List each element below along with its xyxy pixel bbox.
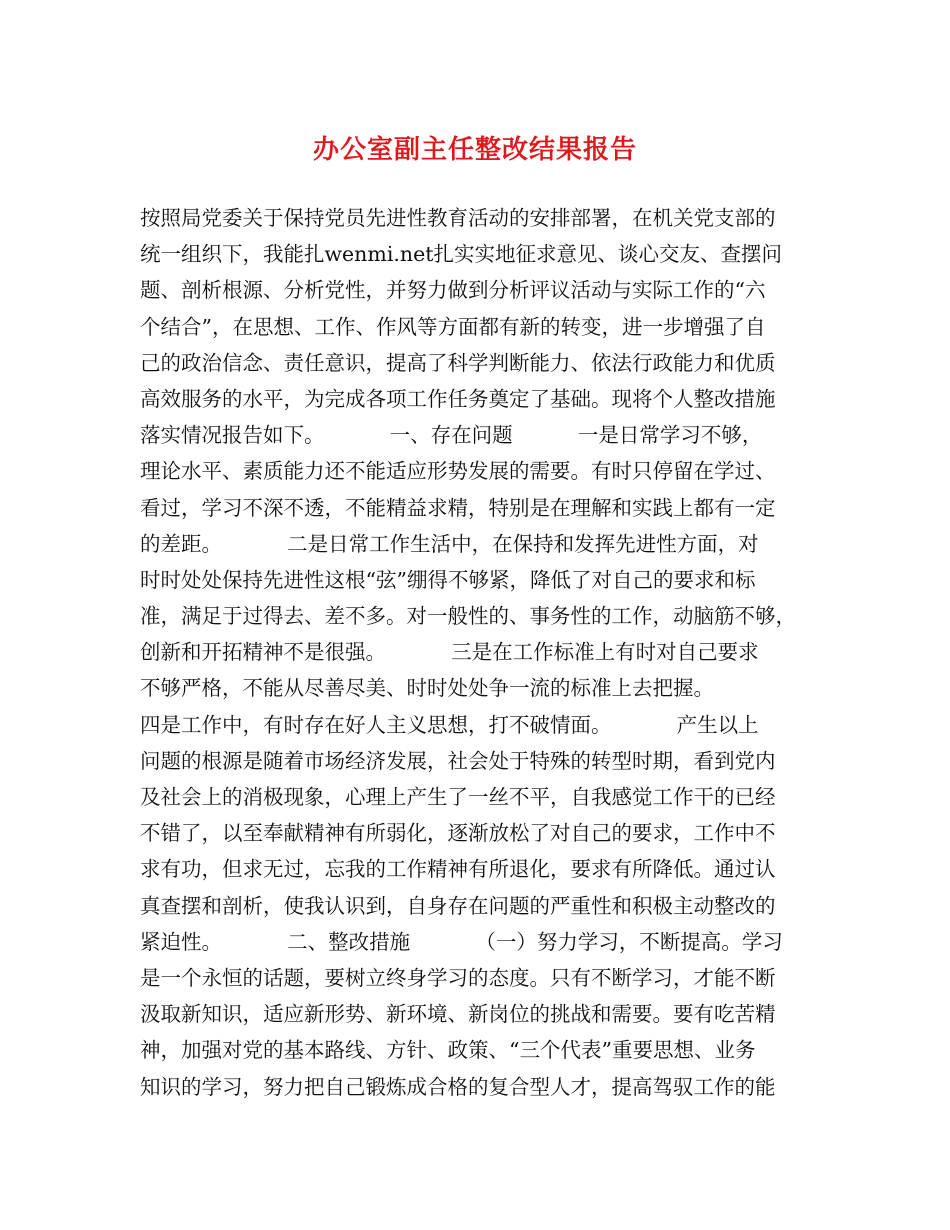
body-line: 求有功，但求无过，忘我的工作精神有所退化，要求有所降低。通过认 bbox=[140, 857, 776, 882]
body-line: 理论水平、素质能力还不能适应形势发展的需要。有时只停留在学过、 bbox=[140, 459, 776, 484]
body-line: 按照局党委关于保持党员先进性教育活动的安排部署，在机关党支部的 bbox=[140, 206, 776, 230]
body-line: 落实情况报告如下。 一、存在问题 一是日常学习不够， bbox=[140, 423, 763, 448]
body-line: 知识的学习，努力把自己锻炼成合格的复合型人才，提高驾驭工作的能 bbox=[140, 1074, 776, 1099]
body-line: 不错了，以至奉献精神有所弱化，逐渐放松了对自己的要求，工作中不 bbox=[140, 821, 776, 846]
body-line: 紧迫性。 二、整改措施 （一）努力学习，不断提高。学习 bbox=[140, 929, 783, 954]
body-line: 创新和开拓精神不是很强。 三是在工作标准上有时对自己要求 bbox=[140, 640, 759, 665]
body-line: 问题的根源是随着市场经济发展，社会处于特殊的转型时期，看到党内 bbox=[140, 748, 776, 773]
document-title: 办公室副主任整改结果报告 bbox=[312, 135, 637, 165]
body-line: 是一个永恒的话题，要树立终身学习的态度。只有不断学习，才能不断 bbox=[140, 965, 776, 990]
body-line: 题、剖析根源、分析党性，并努力做到分析评议活动与实际工作的“六 bbox=[140, 278, 766, 303]
body-line: 己的政治信念、责任意识，提高了科学判断能力、依法行政能力和优质 bbox=[140, 350, 776, 375]
body-line: 高效服务的水平，为完成各项工作任务奠定了基础。现将个人整改措施 bbox=[140, 386, 776, 411]
document-body bbox=[140, 200, 830, 1105]
body-line: 统一组织下，我能扎wenmi.net扎实实地征求意见、谈心交友、查摆问 bbox=[140, 242, 782, 267]
body-line: 不够严格，不能从尽善尽美、时时处处争一流的标准上去把握。 bbox=[140, 676, 714, 701]
body-line: 真查摆和剖析，使我认识到，自身存在问题的严重性和积极主动整改的 bbox=[140, 893, 776, 918]
body-line: 个结合”，在思想、工作、作风等方面都有新的转变，进一步增强了自 bbox=[140, 314, 766, 339]
body-line: 看过，学习不深不透，不能精益求精，特别是在理解和实践上都有一定 bbox=[140, 495, 776, 520]
body-line: 准，满足于过得去、差不多。对一般性的、事务性的工作，动脑筋不够， bbox=[140, 604, 796, 629]
body-line: 汲取新知识，适应新形势、新环境、新岗位的挑战和需要。要有吃苦精 bbox=[140, 1002, 776, 1027]
body-line: 的差距。 二是日常工作生活中，在保持和发挥先进性方面，对 bbox=[140, 531, 759, 556]
body-line: 神，加强对党的基本路线、方针、政策、“三个代表”重要思想、业务 bbox=[140, 1038, 756, 1063]
body-line: 四是工作中，有时存在好人主义思想，打不破情面。 产生以上 bbox=[140, 712, 759, 737]
body-line: 时时处处保持先进性这根“弦”绷得不够紧，降低了对自己的要求和标 bbox=[140, 567, 756, 592]
body-line: 及社会上的消极现象，心理上产生了一丝不平，自我感觉工作干的已经 bbox=[140, 785, 776, 809]
